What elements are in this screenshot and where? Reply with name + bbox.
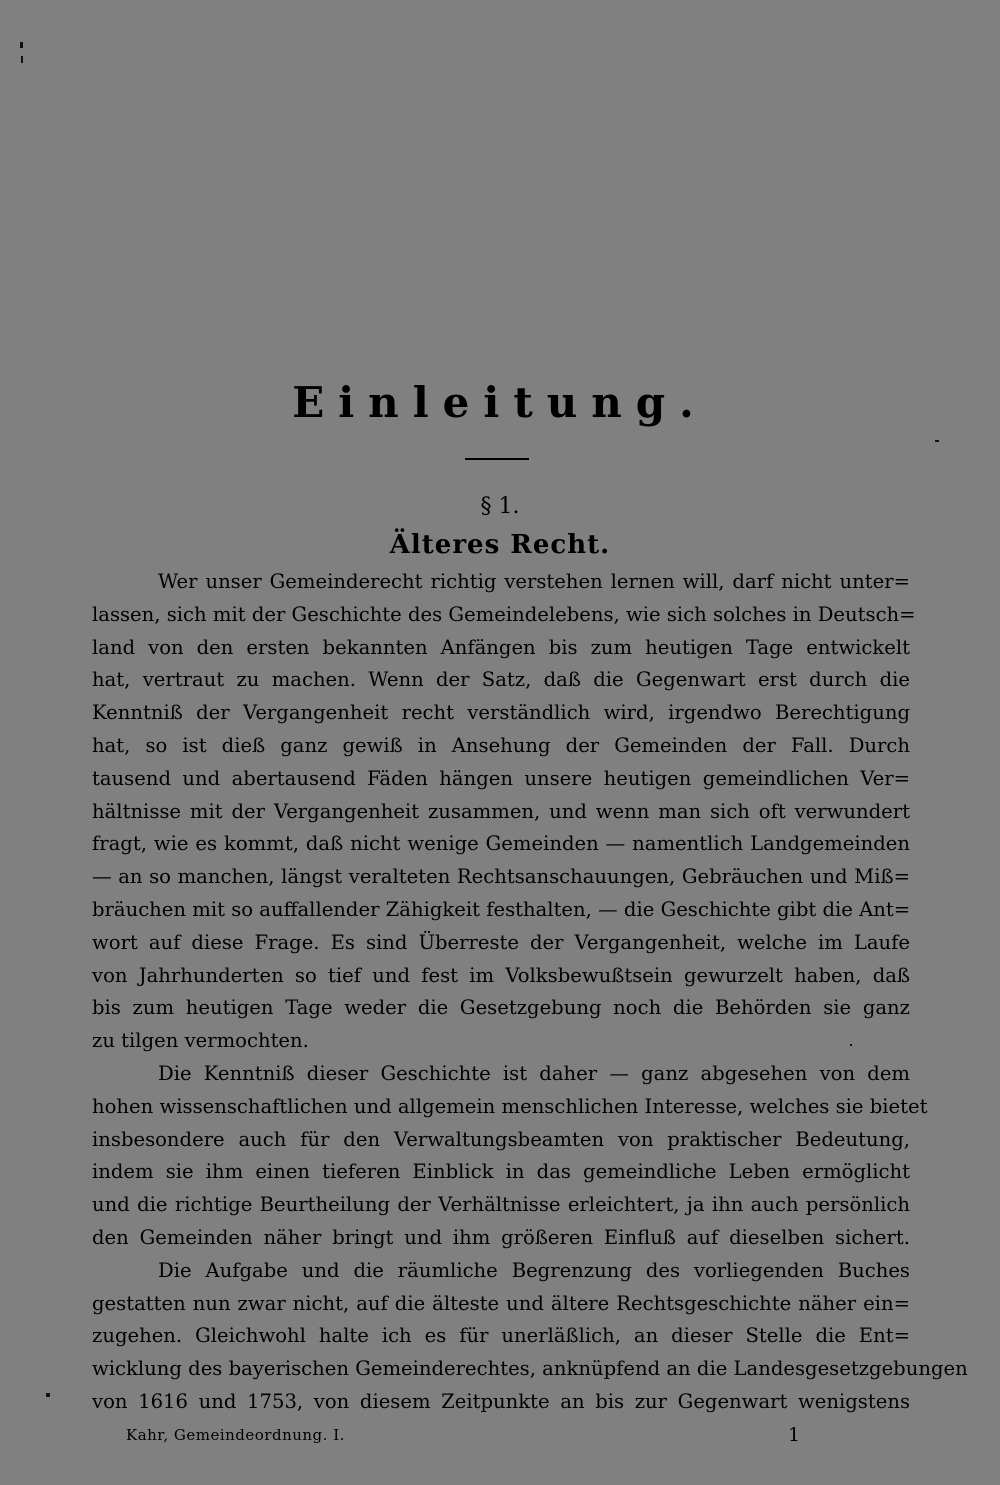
scan-speck bbox=[21, 56, 23, 63]
text-line: wort auf diese Frage. Es sind Überreste der Vergangenheit, welche im Laufe bbox=[92, 930, 910, 954]
text-line: wicklung des bayerischen Gemeinderechtes, anknüpfend an die Landesgesetzgebungen bbox=[92, 1357, 968, 1381]
body-text bbox=[92, 566, 968, 1419]
text-line: Wer unser Gemeinderecht richtig verstehen lernen will, darf nicht unter= bbox=[158, 570, 910, 593]
text-line: Die Aufgabe und die räumliche Begrenzung des vorliegenden Buches bbox=[158, 1258, 910, 1282]
text-line: — an so manchen, längst veralteten Rechtsanschauungen, Gebräuchen und Miß= bbox=[92, 865, 910, 889]
text-line: land von den ersten bekannten Anfängen bis zum heutigen Tage entwickelt bbox=[92, 635, 910, 659]
text-line: Kenntniß der Vergangenheit recht verständlich wird, irgendwo Berechtigung bbox=[92, 701, 910, 725]
text-line: hohen wissenschaftlichen und allgemein menschlichen Interesse, welches sie bietet bbox=[92, 1094, 928, 1118]
text-line: den Gemeinden näher bringt und ihm größeren Einfluß auf dieselben sichert. bbox=[92, 1225, 910, 1249]
scan-speck bbox=[935, 440, 939, 442]
scan-speck bbox=[46, 1393, 50, 1397]
text-line: bräuchen mit so auffallender Zähigkeit festhalten, — die Geschichte gibt die Ant= bbox=[92, 897, 911, 921]
section-number: § 1. bbox=[480, 494, 520, 519]
text-line: bis zum heutigen Tage weder die Gesetzgebung noch die Behörden sie ganz bbox=[92, 996, 910, 1020]
text-line: hat, vertraut zu machen. Wenn der Satz, daß die Gegenwart erst durch die bbox=[92, 668, 910, 692]
text-line: lassen, sich mit der Geschichte des Gemeindelebens, wie sich solches in Deutsch= bbox=[92, 602, 916, 626]
text-line: zugehen. Gleichwohl halte ich es für unerläßlich, an dieser Stelle die Ent= bbox=[92, 1324, 910, 1348]
title-rule bbox=[465, 458, 529, 460]
section-heading: Älteres Recht. bbox=[389, 530, 611, 560]
text-line: von 1616 und 1753, von diesem Zeitpunkte an bis zur Gegenwart wenigstens bbox=[92, 1389, 910, 1413]
text-line: zu tilgen vermochten. bbox=[92, 1029, 309, 1053]
text-line: gestatten nun zwar nicht, auf die älteste und ältere Rechtsgeschichte näher ein= bbox=[92, 1291, 910, 1315]
text-line: hat, so ist dieß ganz gewiß in Ansehung der Gemeinden der Fall. Durch bbox=[92, 733, 910, 757]
chapter-title: Einleitung. bbox=[292, 378, 708, 427]
text-line: fragt, wie es kommt, daß nicht wenige Gemeinden — namentlich Landgemeinden bbox=[92, 832, 910, 856]
page-number: 1 bbox=[788, 1424, 801, 1446]
text-line: hältnisse mit der Vergangenheit zusammen, und wenn man sich oft verwundert bbox=[92, 799, 910, 823]
text-line: tausend und abertausend Fäden hängen unsere heutigen gemeindlichen Ver= bbox=[92, 766, 910, 790]
scan-speck bbox=[20, 42, 23, 48]
scan-speck bbox=[850, 1044, 852, 1046]
text-line: Die Kenntniß dieser Geschichte ist daher — ganz abgesehen von dem bbox=[158, 1061, 910, 1085]
text-line: von Jahrhunderten so tief und fest im Volksbewußtsein gewurzelt haben, daß bbox=[92, 963, 910, 987]
printer-signature: Kahr, Gemeindeordnung. I. bbox=[126, 1426, 345, 1444]
text-line: indem sie ihm einen tieferen Einblick in das gemeindliche Leben ermöglicht bbox=[92, 1160, 910, 1184]
text-line: und die richtige Beurtheilung der Verhältnisse erleichtert, ja ihn auch persönlich bbox=[92, 1193, 910, 1217]
text-line: insbesondere auch für den Verwaltungsbeamten von praktischer Bedeutung, bbox=[92, 1127, 910, 1151]
